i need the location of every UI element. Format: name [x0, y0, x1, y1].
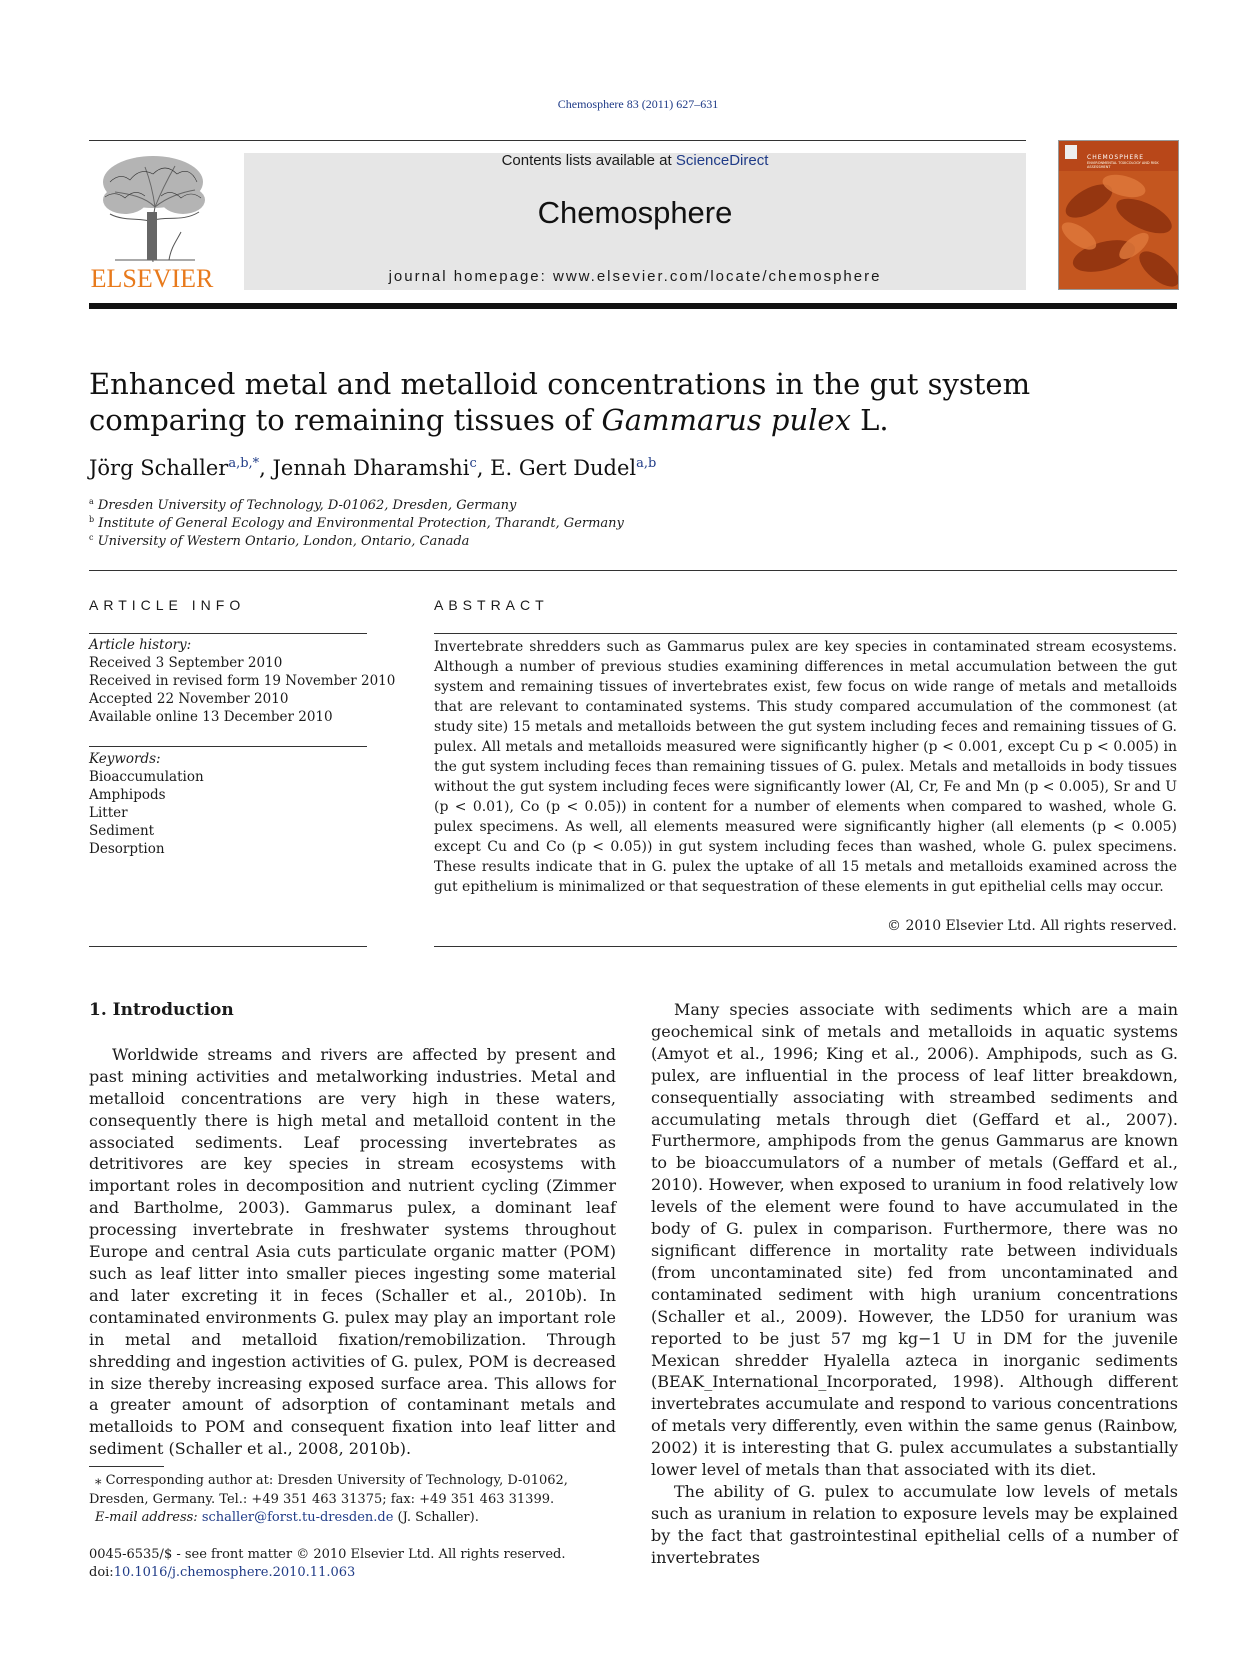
author-marks[interactable]: a,b: [636, 456, 657, 471]
footnote-rule: [89, 1466, 164, 1467]
email-link[interactable]: schaller@forst.tu-dresden.de: [201, 1510, 394, 1525]
corresponding-author-note: ⁎ Corresponding author at: Dresden University of Technology, D-01062, Dresden, Germany. Tel.: +49 351 463 31375; fax: +49 351 463 31399.: [89, 1473, 568, 1507]
section-heading: 1. Introduction: [89, 1000, 234, 1020]
article-info-rule: [89, 633, 367, 634]
keywords: [89, 750, 204, 858]
journal-homepage-link[interactable]: journal homepage: www.elsevier.com/locate/chemosphere: [388, 268, 882, 285]
history-label: Article history:: [89, 637, 192, 653]
keywords-label: Keywords:: [89, 751, 161, 767]
footnote: [89, 1472, 616, 1528]
publisher-wordmark: ELSEVIER: [90, 264, 214, 293]
affiliation-rule: [89, 570, 1177, 571]
journal-citation[interactable]: Chemosphere 83 (2011) 627–631: [557, 97, 719, 111]
header-thick-rule: [89, 303, 1177, 309]
title-species: Gammarus pulex: [601, 403, 851, 437]
affiliation-mark: b: [89, 515, 95, 524]
keyword-item: Bioaccumulation: [89, 769, 204, 785]
body-paragraph: Many species associate with sediments which are a main geochemical sink of metals and metalloids in aquatic systems (Amyot et al., 1996; King et al., 2006). Amphipods, such as G. pulex, are influential in the process of leaf litter breakdown, consequentially associating with streambed sediments and accumulating metals through diet (Geffard et al., 2007). Furthermore, amphipods from the genus Gammarus are known to be bioaccumulators of a number of metals (Geffard et al., 2010). However, when exposed to uranium in food relatively low levels of the element were found to have accumulated in the body of G. pulex in comparison. Furthermore, there was no significant difference in mortality rate between individuals (from uncontaminated site) fed from uncontaminated and contaminated sediment with high uranium concentrations (Schaller et al., 2009). However, the LD50 for uranium was reported to be just 57 mg kg−1 U in DM for the juvenile Mexican shredder Hyalella azteca in inorganic sediments (BEAK_International_Incorporated, 1998). Although different invertebrates accumulate and respond to various concentrations of metals very differently, even within the same genus (Rainbow, 2002) it is interesting that G. pulex accumulates a substantially lower level of metals than that associated with its diet.: [651, 1000, 1178, 1480]
author-name[interactable]: E. Gert Dudel: [490, 456, 637, 480]
right-column: [651, 999, 1178, 1569]
author-list: Jörg Schaller$^{a,b,*}$, Jennah Dharamshi$^c$, E. Gert Dudel$^{a,b}$: [89, 456, 657, 480]
email-suffix: (J. Schaller).: [393, 1510, 479, 1525]
abstract-paragraph: Invertebrate shredders such as Gammarus pulex are key species in contaminated stream ecosystems. Although a number of previous studies examining differences in metal accumulation between the gut system and remaining tissues of invertebrates exist, few focus on wide range of metals and metalloids that are relevant to contaminated systems. This study compared accumulation of the commonest (at study site) 15 metals and metalloids between the gut system including feces and remaining tissues of G. pulex. All metals and metalloids measured were significantly higher (p < 0.001, except Cu p < 0.005) in the gut system including feces than remaining tissues of G. pulex. Metals and metalloids in body tissues without the gut system including feces were significantly lower (Al, Cr, Fe and Mn (p < 0.005), Sr and U (p < 0.01), Co (p < 0.05)) in content for a number of elements when compared to washed, whole G. pulex specimens. As well, all elements measured were significantly higher (all elements (p < 0.005) except Cu and Co (p < 0.05)) in gut system including feces than washed, whole G. pulex specimens. These results indicate that in G. pulex the uptake of all 15 metals and metalloids examined across the gut epithelium is minimalized or that sequestration of these elements in gut epithelial cells may occur.: [434, 639, 1177, 895]
author-name[interactable]: Jörg Schaller: [89, 456, 229, 480]
contents-available-text: Contents lists available at: [501, 152, 676, 169]
front-matter: [89, 1546, 565, 1582]
email-label: E-mail address:: [95, 1510, 202, 1525]
keyword-item: Desorption: [89, 841, 165, 857]
doi-link[interactable]: 10.1016/j.chemosphere.2010.11.063: [113, 1565, 356, 1580]
title-main: Enhanced metal and metalloid concentrations in the gut system comparing to remaining tissues of: [89, 367, 1031, 437]
body-paragraph: Worldwide streams and rivers are affected by present and past mining activities and metalworking industries. Metal and metalloid concentrations are very high in these waters, consequently there is high metal and metalloid content in the associated sediments. Leaf processing invertebrates as detritivores are key species in stream ecosystems with important roles in decomposition and nutrient cycling (Zimmer and Bartholme, 2003). Gammarus pulex, a dominant leaf processing invertebrate in freshwater systems throughout Europe and central Asia cuts particulate organic matter (POM) such as leaf litter into smaller pieces ingesting some material and later excreting it in feces (Schaller et al., 2010b). In contaminated environments G. pulex may play an important role in metal and metalloid fixation/remobilization. Through shredding and ingestion activities of G. pulex, POM is decreased in size thereby increasing exposed surface area. This allows for a greater amount of adsorption of contaminant metals and metalloids to POM and consequent fixation into leaf litter and sediment (Schaller et al., 2008, 2010b).: [89, 1044, 616, 1459]
author-name[interactable]: Jennah Dharamshi: [272, 456, 470, 480]
journal-cover-image[interactable]: [1058, 140, 1179, 290]
history-rule: [89, 746, 367, 747]
history-item: Accepted 22 November 2010: [89, 691, 289, 707]
history-item: Available online 13 December 2010: [89, 709, 333, 725]
affiliation: [89, 515, 624, 531]
keyword-item: Litter: [89, 805, 128, 821]
keyword-item: Amphipods: [89, 787, 166, 803]
author-marks[interactable]: c: [469, 456, 477, 471]
cover-title: CHEMOSPHERE: [1087, 154, 1145, 161]
affiliation: [89, 497, 516, 513]
journal-name: Chemosphere: [537, 195, 733, 230]
journal-banner: [244, 153, 1026, 290]
keyword-item: Sediment: [89, 823, 155, 839]
title-end: L.: [850, 403, 889, 437]
tree-logo-icon: [95, 152, 211, 264]
left-column: [89, 1000, 616, 1460]
abstract-text: [434, 637, 1177, 897]
affiliation-text: Institute of General Ecology and Environmental Protection, Tharandt, Germany: [98, 516, 624, 531]
header-rule: [89, 140, 1026, 141]
article-info-bottom-rule: [89, 946, 367, 947]
doi-label: doi:: [89, 1565, 114, 1580]
article-history: [89, 636, 395, 726]
sciencedirect-link[interactable]: ScienceDirect: [675, 152, 769, 169]
history-item: Received in revised form 19 November 2010: [89, 673, 396, 689]
abstract-rule: [434, 633, 1177, 634]
author-marks[interactable]: a,b,*: [228, 456, 260, 471]
affiliation-text: University of Western Ontario, London, Ontario, Canada: [97, 534, 470, 549]
affiliation-mark: a: [89, 497, 94, 506]
body-paragraph: The ability of G. pulex to accumulate low levels of metals such as uranium in relation to exposure levels may be explained by the fact that gastrointestinal epithelial cells of a number of invertebrates: [651, 1481, 1178, 1567]
elsevier-logo[interactable]: [89, 150, 215, 293]
issn-line: 0045-6535/$ - see front matter © 2010 Elsevier Ltd. All rights reserved.: [89, 1547, 566, 1562]
abstract-heading: ABSTRACT: [434, 597, 549, 613]
history-item: Received 3 September 2010: [89, 655, 283, 671]
abstract-bottom-rule: [434, 946, 1177, 947]
affiliation: [89, 533, 469, 549]
affiliation-text: Dresden University of Technology, D-01062, Dresden, Germany: [97, 498, 517, 513]
cover-subtitle: ENVIRONMENTAL TOXICOLOGY AND RISK ASSESSMENT: [1087, 161, 1159, 169]
article-title: [89, 366, 1149, 438]
affiliation-mark: c: [89, 533, 94, 542]
article-info-heading: ARTICLE INFO: [89, 597, 246, 613]
copyright-line: © 2010 Elsevier Ltd. All rights reserved.: [887, 918, 1177, 934]
